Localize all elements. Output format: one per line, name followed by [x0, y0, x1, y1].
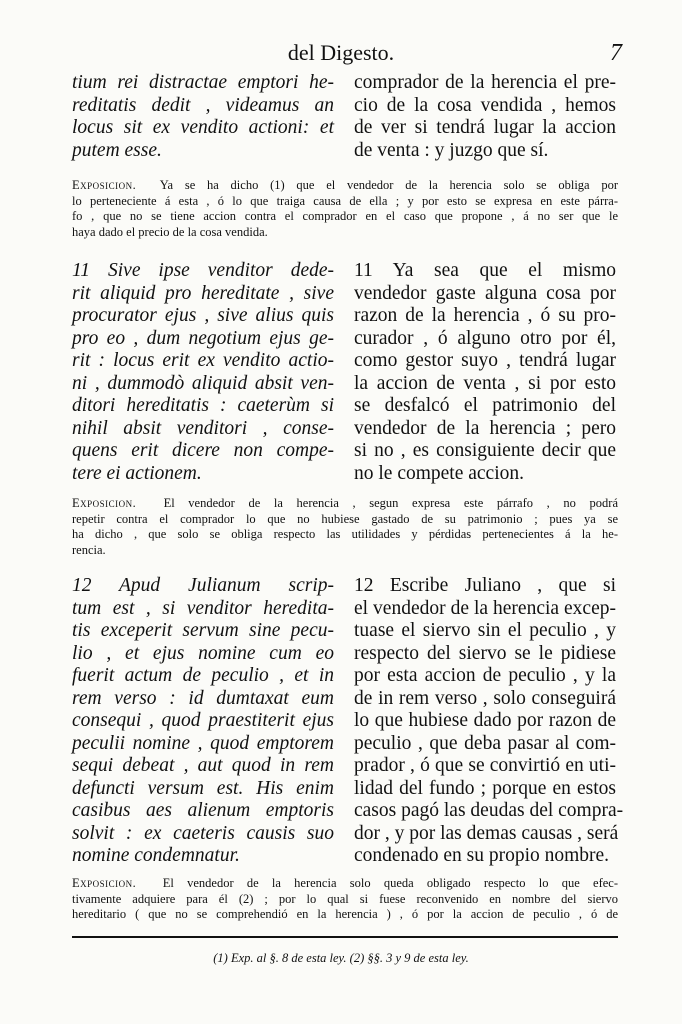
- spanish-line: 12 Escribe Juliano , que si: [354, 575, 616, 596]
- spanish-text-block: [354, 72, 616, 162]
- spanish-line: 11 Ya sea que el mismo: [354, 260, 616, 281]
- spanish-line: la accion de venta , si por esto: [354, 372, 616, 394]
- exposicion-line: rencia.: [72, 542, 106, 557]
- latin-line: fuerit actum de peculio , et in: [72, 665, 334, 686]
- latin-line: rit aliquid pro hereditate , sive: [72, 282, 334, 304]
- exposicion-label: Exposicion.: [72, 178, 137, 192]
- spanish-line: dor , y por las demas causas , será: [354, 822, 619, 844]
- latin-line: rit : locus erit ex vendito actio-: [72, 350, 334, 371]
- latin-line: tium rei distractae emptori he-: [72, 72, 334, 93]
- footnote-text: (1) Exp. al §. 8 de esta ley. (2) §§. 3 y 9 de esta ley.: [213, 951, 469, 965]
- spanish-text-block: [354, 260, 616, 485]
- latin-line: ditori hereditatis : caeterùm si: [72, 395, 334, 416]
- spanish-line: de ver si tendrá lugar la accion: [354, 117, 616, 138]
- latin-line: 11 Sive ipse venditor dede-: [72, 260, 334, 281]
- exposicion-label: Exposicion.: [72, 496, 137, 510]
- spanish-line: comprador de la herencia el pre-: [354, 72, 616, 93]
- exposicion-label: Exposicion.: [72, 876, 137, 890]
- exposicion-line: fo , que no se tiene accion contra el comprador en el caso que propone , á no ser que le: [72, 209, 618, 223]
- exposicion-paragraph: [72, 178, 618, 240]
- latin-line: casibus aes alienum emptoris: [72, 800, 334, 821]
- spanish-line: condenado en su propio nombre.: [354, 845, 610, 866]
- latin-line: putem esse.: [72, 139, 162, 161]
- latin-line: procurator ejus , sive alius quis: [72, 305, 334, 326]
- latin-line: ni , dummodò aliquid absit ven-: [72, 372, 334, 394]
- spanish-line: no le compete accion.: [354, 462, 525, 484]
- latin-line: defuncti versum est. His enim: [72, 777, 334, 799]
- spanish-line: si no , es consiguiente decir que: [354, 440, 616, 461]
- spanish-line: casos pagó las deudas del compra-: [354, 800, 624, 821]
- spanish-line: de venta : y juzgo que sí.: [354, 139, 549, 161]
- latin-line: tis exceperit servum sine pecu-: [72, 620, 334, 641]
- footnote: [0, 951, 682, 966]
- latin-line: peculii nomine , quod emptorem: [72, 732, 334, 754]
- spanish-line: peculio , que deba pasar al com-: [354, 732, 616, 754]
- spanish-line: por esta accion de peculio , y la: [354, 665, 616, 686]
- spanish-line: de in rem verso , solo conseguirá: [354, 687, 616, 709]
- exposicion-line: El vendedor de la herencia , segun expresa este párrafo , no podrá: [163, 496, 619, 510]
- spanish-line: tuase el siervo sin el peculio , y: [354, 620, 616, 641]
- latin-line: rem verso : id dumtaxat eum: [72, 687, 334, 709]
- footnote-rule: [72, 936, 618, 938]
- spanish-line: el vendedor de la herencia excep-: [354, 597, 616, 619]
- latin-line: tum est , si venditor heredita-: [72, 597, 334, 619]
- latin-line: consequi , quod praestiterit ejus: [72, 710, 334, 731]
- latin-text-block: [72, 260, 334, 485]
- spanish-line: razon de la herencia , ó su pro-: [354, 305, 616, 326]
- exposicion-line: Ya se ha dicho (1) que el vendedor de la herencia solo se obliga por: [159, 178, 619, 192]
- spanish-line: vendedor de la herencia ; pero: [354, 417, 616, 439]
- spanish-line: curador , ó alguno otro por él,: [354, 327, 616, 349]
- latin-line: sequi debeat , aut quod in rem: [72, 755, 334, 776]
- latin-line: pro eo , dum negotium ejus ge-: [72, 327, 334, 349]
- spanish-line: lidad del fundo ; porque en estos: [354, 777, 616, 799]
- exposicion-line: hereditario ( que no se comprehendió en la herencia ) , ó por la accion de peculio , ó de: [72, 907, 618, 921]
- latin-text-block: [72, 72, 334, 162]
- latin-line: nomine condemnatur.: [72, 845, 240, 866]
- spanish-line: cio de la cosa vendida , hemos: [354, 94, 616, 116]
- spanish-line: se desfalcó el patrimonio del: [354, 395, 616, 416]
- exposicion-line: ha dicho , que solo se obliga respecto las utilidades y pérdidas pertenecientes á la he-: [72, 527, 618, 541]
- spanish-line: como gestor suyo , tendrá lugar: [354, 350, 616, 371]
- exposicion-paragraph: [72, 496, 618, 558]
- latin-line: 12 Apud Julianum scrip-: [72, 575, 334, 596]
- exposicion-line: repetir contra el comprador lo que no hubiese gastado de su patrimonio ; pues ya se: [72, 511, 618, 526]
- exposicion-line: lo perteneciente á esta , ó lo que traiga causa de ella ; y por esto se expresa en este párra-: [72, 193, 618, 208]
- latin-line: tere ei actionem.: [72, 462, 202, 484]
- exposicion-line: haya dado el precio de la cosa vendida.: [72, 224, 268, 239]
- spanish-text-block: [354, 575, 624, 868]
- spanish-line: prador , ó que se convirtió en uti-: [354, 755, 616, 776]
- spanish-line: lo que hubiese dado por razon de: [354, 710, 616, 731]
- running-title: del Digesto.: [287, 40, 395, 65]
- latin-line: lio , et ejus nomine cum eo: [72, 642, 334, 664]
- spanish-line: vendedor gaste alguna cosa por: [354, 282, 616, 304]
- latin-text-block: [72, 575, 334, 868]
- page-number: 7: [610, 40, 622, 66]
- latin-line: quens erit dicere non compe-: [72, 440, 334, 461]
- latin-line: locus sit ex vendito actioni: et: [72, 117, 334, 138]
- latin-line: solvit : ex caeteris causis suo: [72, 822, 334, 844]
- latin-line: reditatis dedit , videamus an: [72, 94, 334, 116]
- exposicion-paragraph: [72, 876, 618, 923]
- spanish-line: respecto del siervo se le pidiese: [354, 642, 616, 664]
- exposicion-line: tivamente adquiere para él (2) ; por lo qual si fuese reconvenido en nombre del siervo: [72, 891, 618, 906]
- exposicion-line: El vendedor de la herencia solo queda obligado respecto lo que efec-: [162, 876, 618, 890]
- latin-line: nihil absit venditori , conse-: [72, 417, 334, 439]
